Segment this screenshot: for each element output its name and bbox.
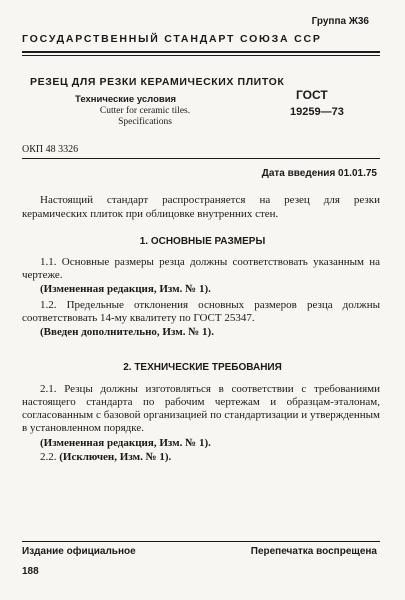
para-2-2-number: 2.2. — [40, 451, 57, 463]
subtitle-english-line2: Specifications — [118, 117, 172, 127]
document-title: РЕЗЕЦ ДЛЯ РЕЗКИ КЕРАМИЧЕСКИХ ПЛИТОК — [30, 76, 285, 88]
section1-heading: 1. ОСНОВНЫЕ РАЗМЕРЫ — [139, 236, 266, 247]
gost-label: ГОСТ — [296, 88, 328, 102]
para-1-2: 1.2. Предельные отклонения основных размеров резца должны соответствовать 14-му квалитету по ГОСТ 25347. — [22, 299, 380, 324]
section2-heading: 2. ТЕХНИЧЕСКИЕ ТРЕБОВАНИЯ — [123, 362, 282, 373]
subtitle-english — [90, 106, 200, 128]
note-2-1: (Измененная редакция, Изм. № 1). — [40, 437, 211, 449]
note-1-1: (Измененная редакция, Изм. № 1). — [40, 283, 211, 295]
note-1-2: (Введен дополнительно, Изм. № 1). — [40, 326, 214, 338]
header-rule — [22, 51, 380, 53]
subtitle-russian: Технические условия — [75, 94, 177, 105]
subtitle-english-line1: Cutter for ceramic tiles. — [99, 106, 191, 116]
intro-paragraph: Настоящий стандарт распространяется на резец для резки керамических плиток при облицовке внутренних стен. — [22, 194, 380, 220]
footer-rule — [22, 541, 380, 542]
para-2-2-note: (Исключен, Изм. № 1). — [59, 451, 172, 463]
okp-rule — [22, 158, 380, 159]
gost-number: 19259—73 — [290, 106, 344, 118]
page-number: 188 — [22, 566, 39, 577]
header-rule-thin — [22, 55, 380, 56]
para-2-1: 2.1. Резцы должны изготовляться в соответствии с требованиями настоящего стандарта по рабочим чертежам и образцам-эталонам, согласованным с базовой организацией по стандартизации и утвержденным в установленном порядке. — [22, 383, 380, 434]
para-1-1: 1.1. Основные размеры резца должны соответствовать указанным на чертеже. — [22, 256, 380, 281]
state-standard-title: ГОСУДАРСТВЕННЫЙ СТАНДАРТ СОЮЗА ССР — [22, 33, 322, 45]
para-2-2 — [40, 451, 171, 463]
okp-code: ОКП 48 3326 — [22, 144, 79, 155]
introduction-date: Дата введения 01.01.75 — [261, 168, 377, 179]
group-code: Группа Ж36 — [311, 16, 369, 27]
reprint-prohibited: Перепечатка воспрещена — [250, 546, 377, 557]
official-edition: Издание официальное — [22, 546, 136, 557]
